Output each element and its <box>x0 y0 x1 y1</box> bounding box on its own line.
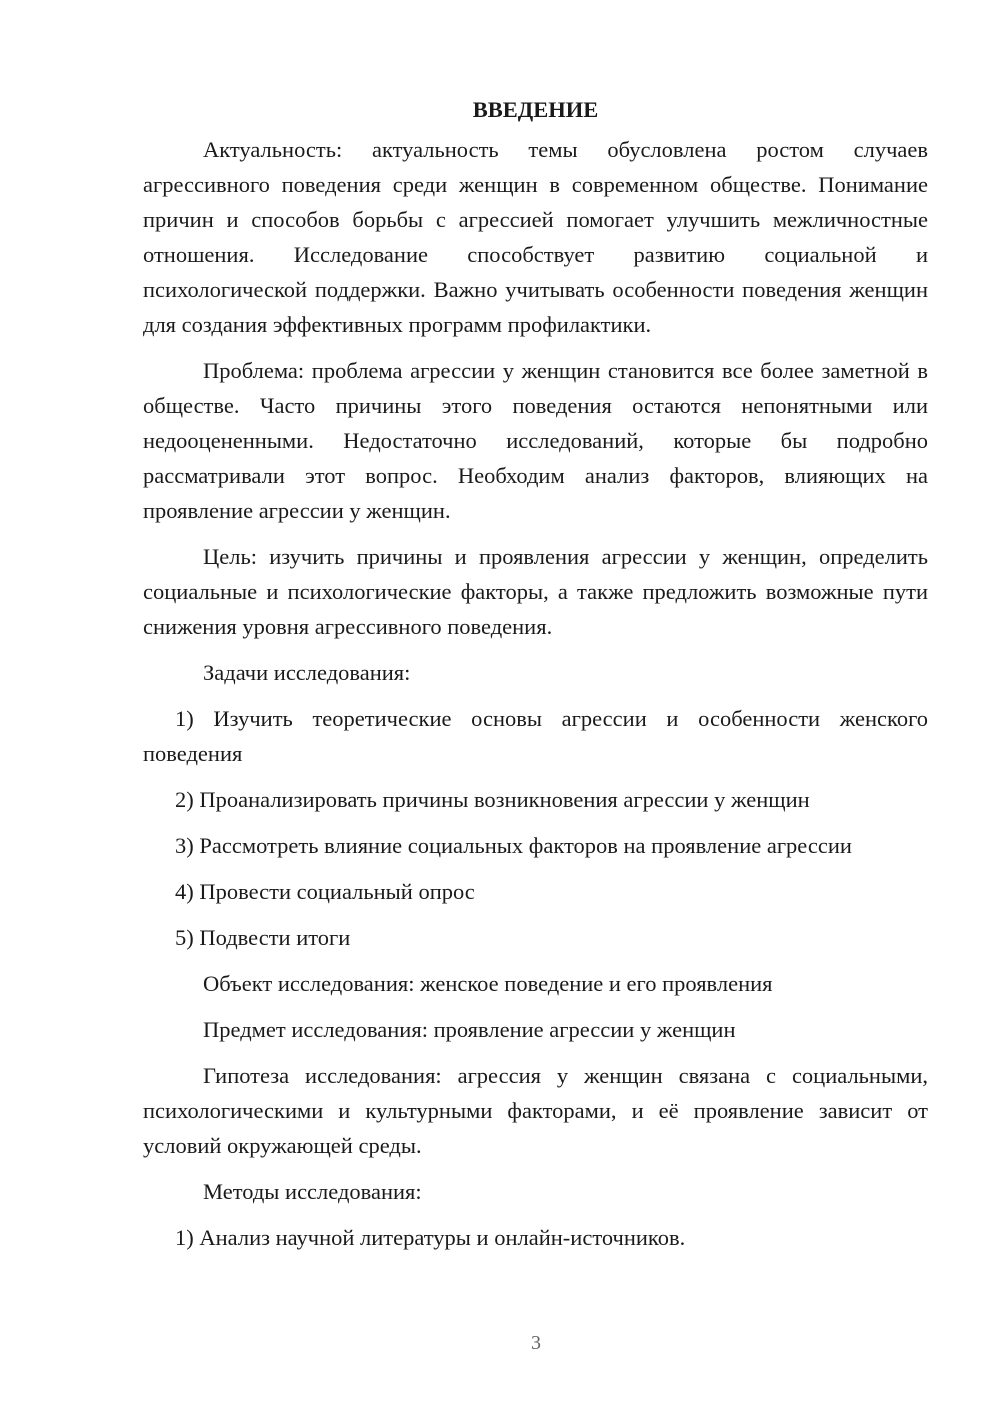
method-item-1: 1) Анализ научной литературы и онлайн-источников. <box>175 1225 686 1250</box>
document-page <box>143 92 928 1266</box>
goal-paragraph: Цель: изучить причины и проявления агрессии у женщин, определить социальные и психологические факторы, а также предложить возможные пути снижения уровня агрессивного поведения. <box>143 544 928 639</box>
task-item-3: 3) Рассмотреть влияние социальных факторов на проявление агрессии <box>175 833 852 858</box>
tasks-heading: Задачи исследования: <box>203 660 411 685</box>
methods-heading: Методы исследования: <box>203 1179 422 1204</box>
task-item-2: 2) Проанализировать причины возникновения агрессии у женщин <box>175 787 810 812</box>
page-number: 3 <box>531 1332 541 1354</box>
research-hypothesis: Гипотеза исследования: агрессия у женщин связана с социальными, психологическими и культурными факторами, и её проявление зависит от условий окружающей среды. <box>143 1063 928 1158</box>
task-item-4: 4) Провести социальный опрос <box>175 879 475 904</box>
research-subject: Предмет исследования: проявление агрессии у женщин <box>203 1017 736 1042</box>
task-item-5: 5) Подвести итоги <box>175 925 351 950</box>
section-title: ВВЕДЕНИЕ <box>472 97 599 122</box>
relevance-paragraph: Актуальность: актуальность темы обусловлена ростом случаев агрессивного поведения среди женщин в современном обществе. Понимание причин и способов борьбы с агрессией помогает улучшить межличностные отношения. Исследование способствует развитию социальной и психологической поддержки. Важно учитывать особенности поведения женщин для создания эффективных программ профилактики. <box>143 137 928 337</box>
problem-paragraph: Проблема: проблема агрессии у женщин становится все более заметной в обществе. Часто причины этого поведения остаются непонятными или недооцененными. Недостаточно исследований, которые бы подробно рассматривали этот вопрос. Необходим анализ факторов, влияющих на проявление агрессии у женщин. <box>143 358 928 523</box>
research-object: Объект исследования: женское поведение и его проявления <box>203 971 773 996</box>
task-item-1: 1) Изучить теоретические основы агрессии и особенности женского поведения <box>143 706 928 766</box>
